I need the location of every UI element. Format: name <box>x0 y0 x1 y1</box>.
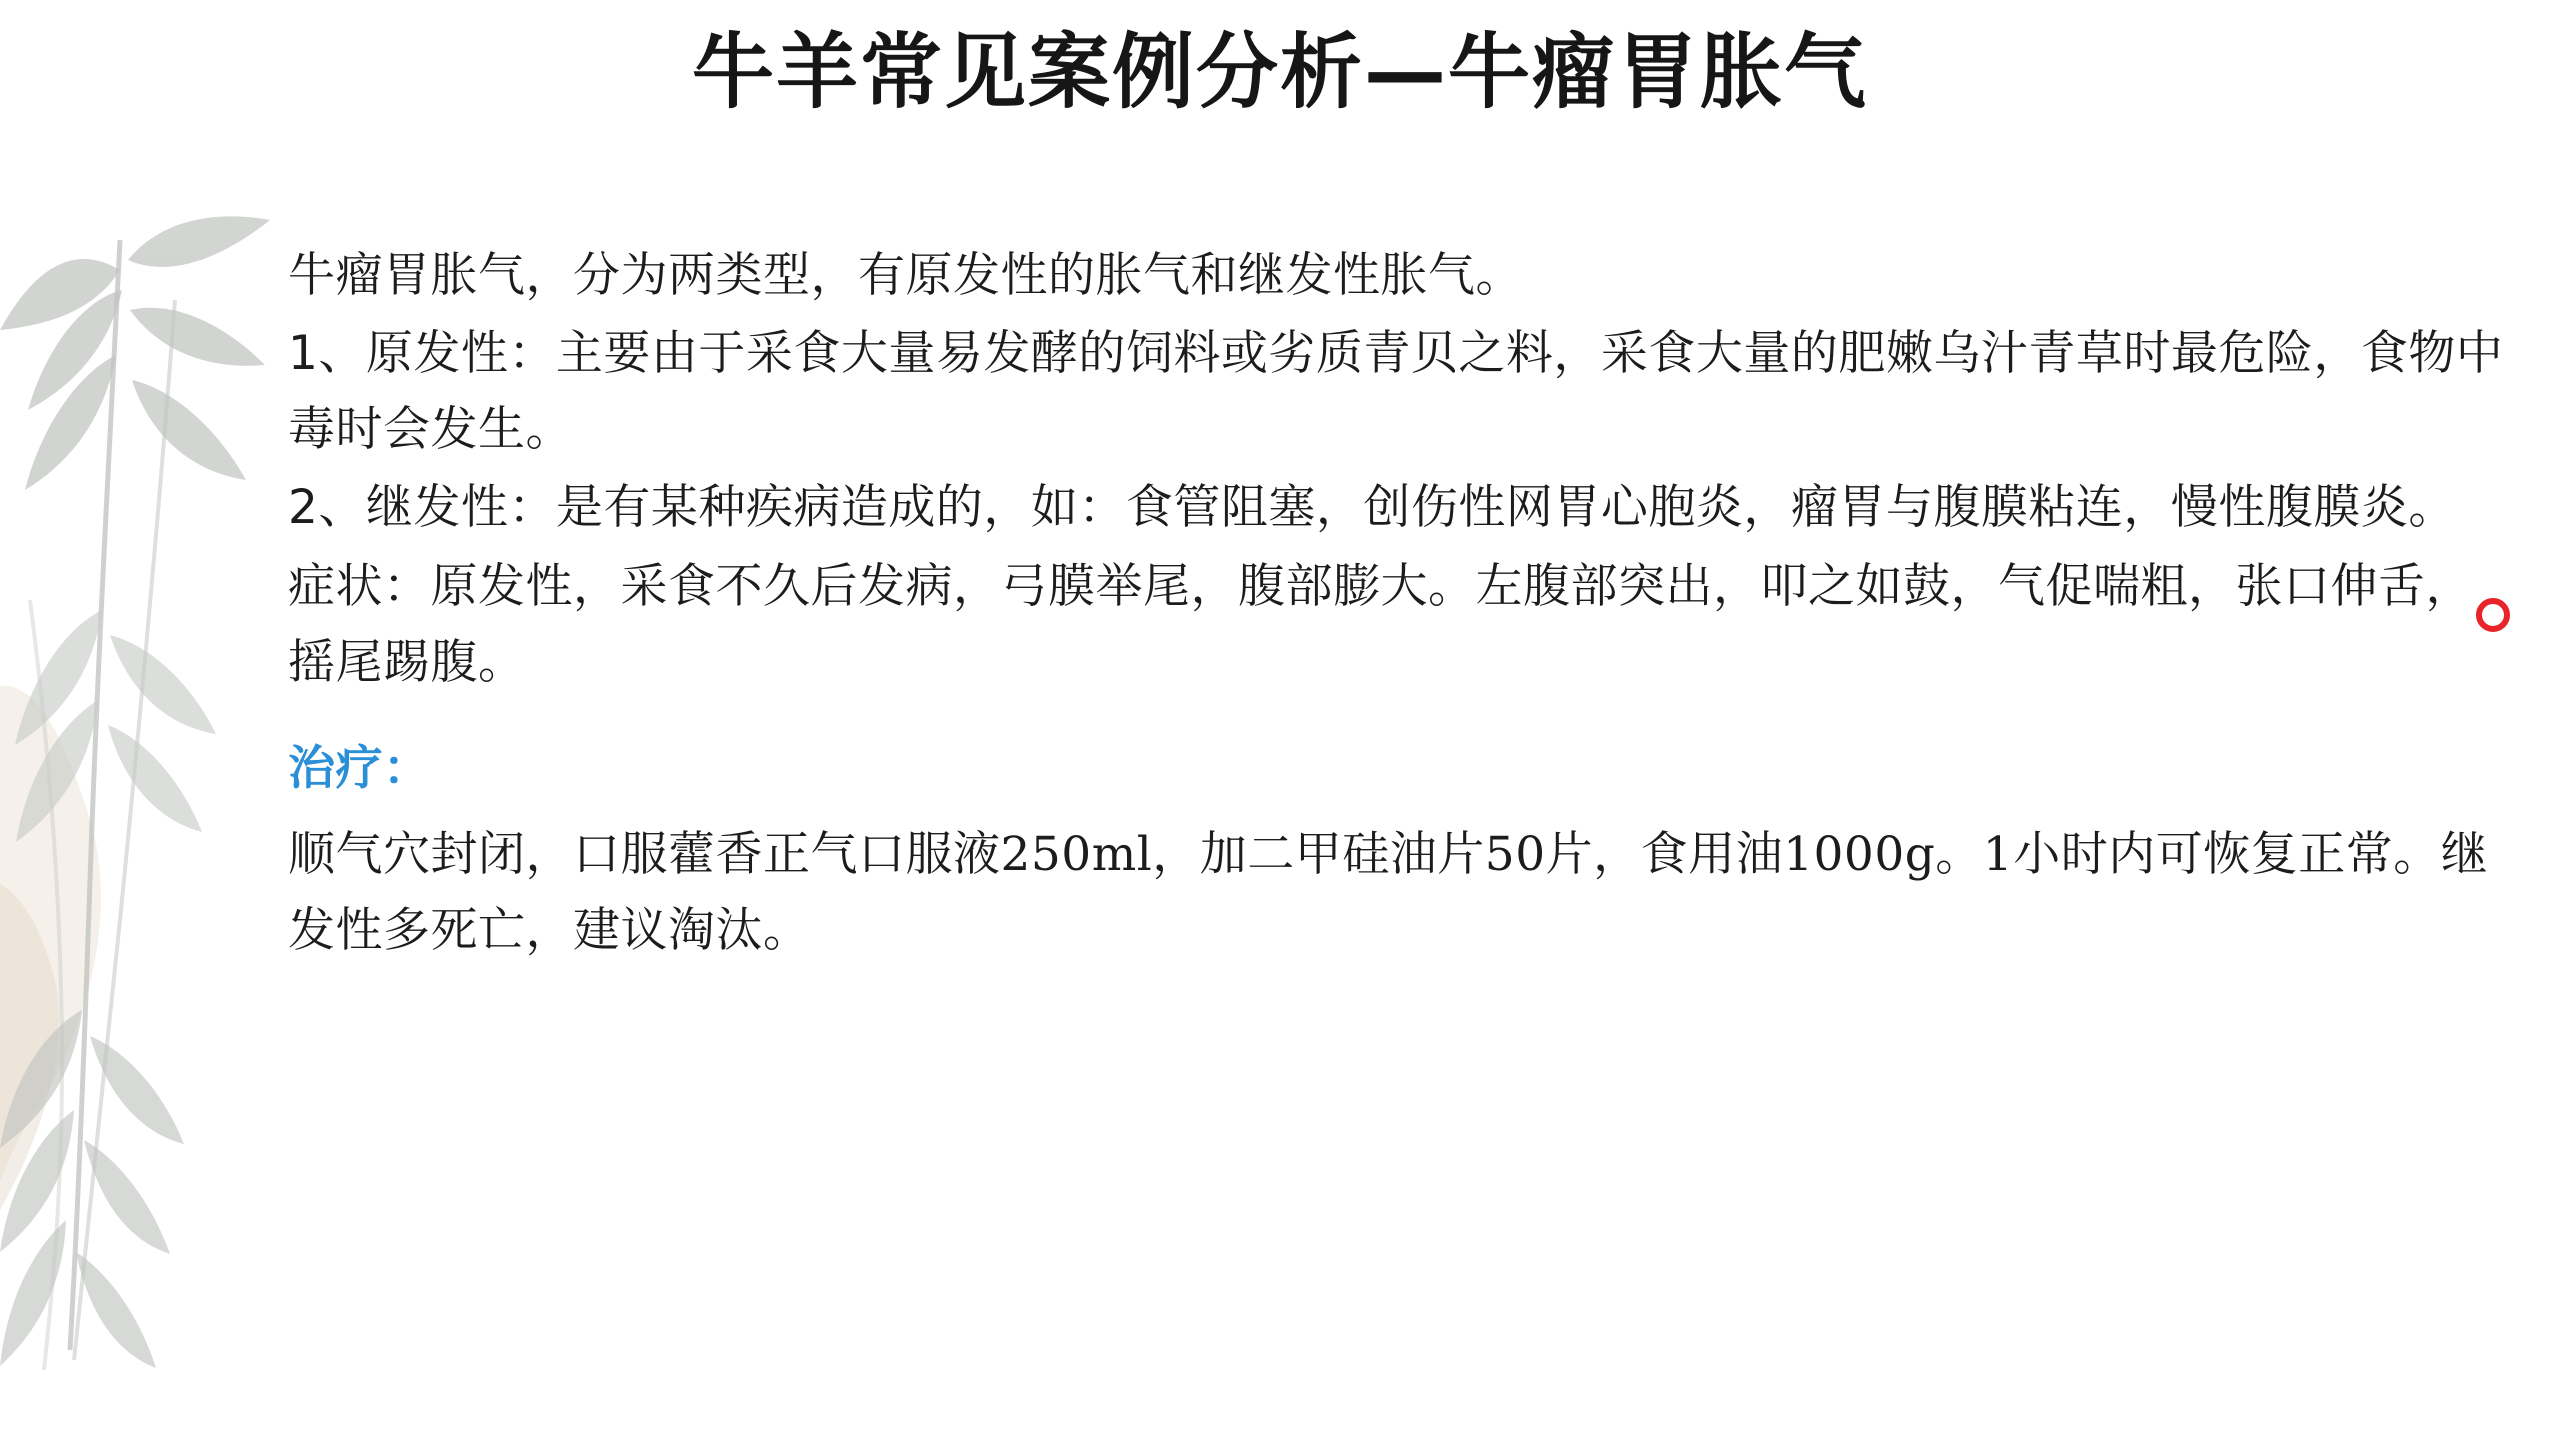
paragraph-secondary-cause: 2、继发性：是有某种疾病造成的，如：食管阻塞，创伤性网胃心胞炎，瘤胃与腹膜粘连，慢性腹膜炎。 <box>288 480 2456 536</box>
page-title: 牛羊常见案例分析—牛瘤胃胀气 <box>691 25 1868 120</box>
paragraph-intro: 牛瘤胃胀气，分为两类型，有原发性的胀气和继发性胀气。 <box>288 248 1523 303</box>
paragraph-symptoms: 症状：原发性，采食不久后发病，弓膜举尾，腹部膨大。左腹部突出，叩之如鼓，气促喘粗，张口伸舌，摇尾踢腹。 <box>288 558 2473 690</box>
treatment-heading: 治疗： <box>288 740 431 796</box>
paragraph-treatment-detail: 顺气穴封闭，口服藿香正气口服液250ml，加二甲硅油片50片，食用油1000g。1小时内可恢复正常。继发性多死亡，建议淘汰。 <box>288 826 2489 958</box>
slide-body <box>288 238 2518 973</box>
paragraph-primary-cause: 1、原发性：主要由于采食大量易发酵的饲料或劣质青贝之料，采食大量的肥嫩乌汁青草时最危险，食物中毒时会发生。 <box>288 326 2504 458</box>
